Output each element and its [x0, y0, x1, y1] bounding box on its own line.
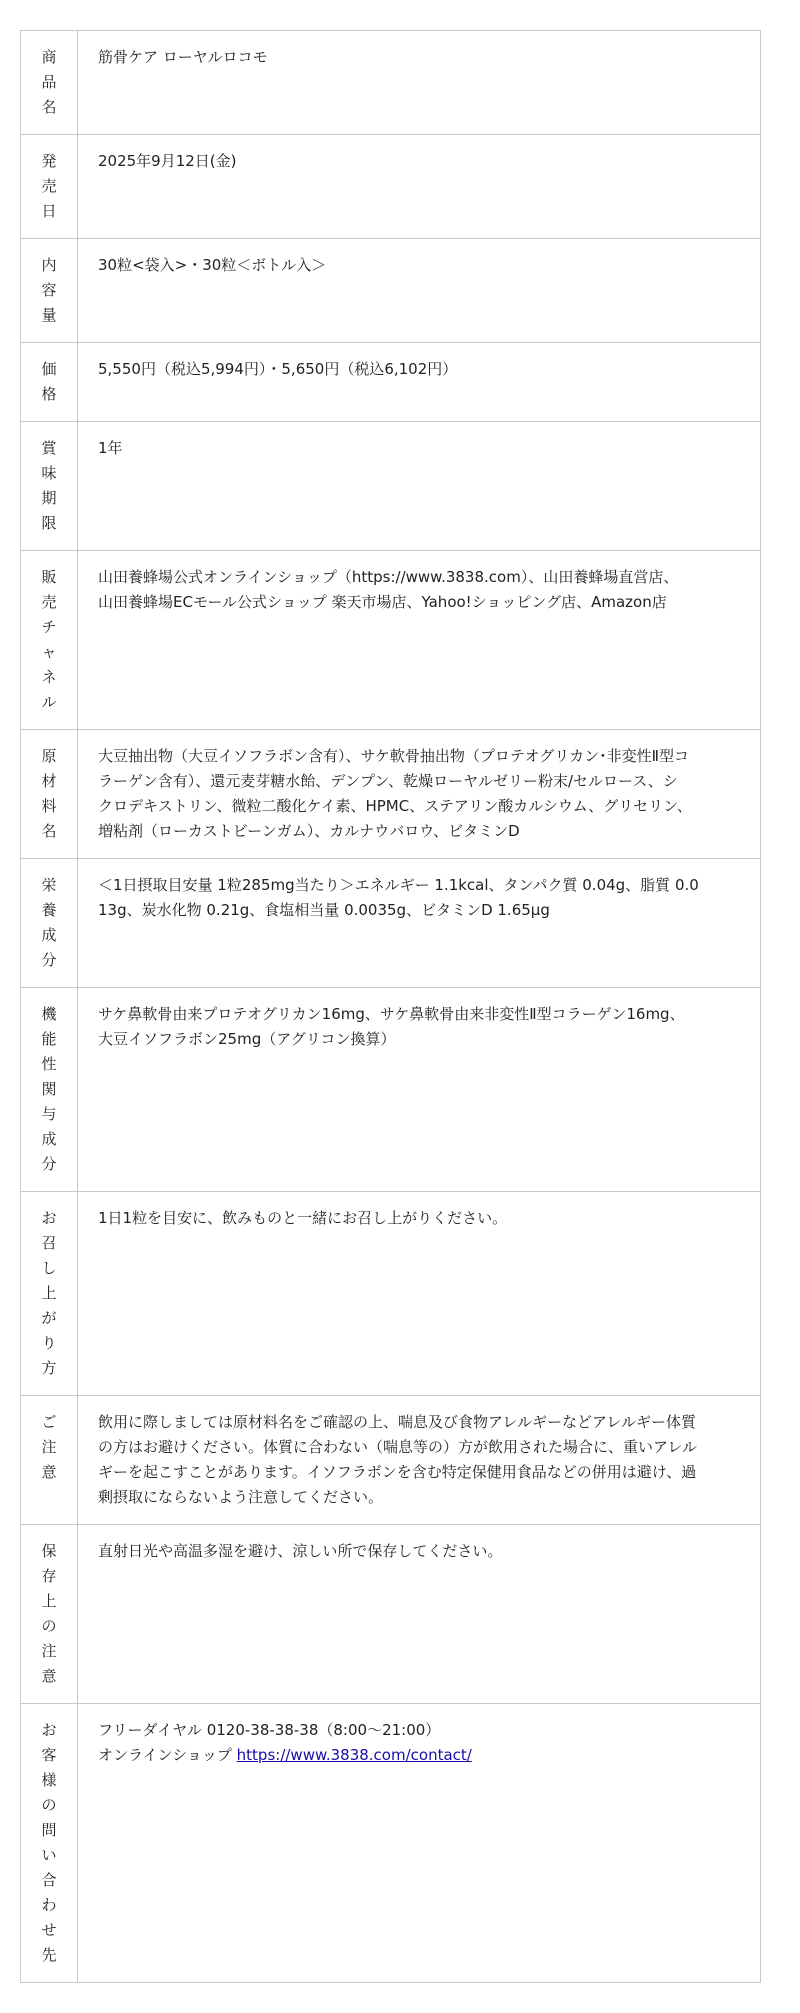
row-value — [78, 551, 761, 730]
table-row — [21, 1396, 761, 1525]
label-char: せ — [41, 1921, 57, 1939]
row-label — [21, 730, 78, 859]
row-value — [78, 1192, 761, 1396]
row-label — [21, 1396, 78, 1525]
label-char: 分 — [41, 951, 57, 969]
label-char: 材 — [41, 772, 57, 790]
table-row — [21, 859, 761, 988]
label-char: お — [41, 1209, 57, 1227]
label-char: 量 — [41, 306, 57, 324]
row-label — [21, 31, 78, 135]
label-char: 賞 — [41, 439, 57, 457]
label-char: 限 — [41, 514, 57, 532]
label-char: が — [41, 1309, 57, 1327]
value-line: 筋骨ケア ローヤルロコモ — [98, 48, 268, 66]
label-char: 存 — [41, 1567, 57, 1585]
table-row — [21, 343, 761, 422]
label-char: 意 — [41, 1667, 57, 1685]
label-char: 先 — [41, 1946, 57, 1964]
label-char: 容 — [41, 281, 57, 299]
label-char: 様 — [41, 1771, 57, 1789]
label-char: 性 — [41, 1055, 57, 1073]
label-char: 与 — [41, 1105, 57, 1123]
row-value — [78, 1704, 761, 1983]
label-char: 栄 — [41, 876, 57, 894]
label-char: ネ — [41, 668, 57, 686]
table-row — [21, 730, 761, 859]
label-char: 能 — [41, 1030, 57, 1048]
value-line: 飲用に際しましては原材料名をご確認の上、喘息及び食物アレルギーなどアレルギー体質 — [98, 1413, 697, 1431]
label-char: 味 — [41, 464, 57, 482]
label-char: 機 — [41, 1005, 57, 1023]
label-char: 日 — [41, 202, 57, 220]
row-label — [21, 1704, 78, 1983]
row-label — [21, 422, 78, 551]
label-char: 上 — [41, 1592, 57, 1610]
value-line — [98, 1743, 740, 1768]
table-row — [21, 1525, 761, 1704]
table-row — [21, 422, 761, 551]
row-label — [21, 239, 78, 343]
row-label — [21, 135, 78, 239]
row-label — [21, 343, 78, 422]
label-char: の — [41, 1796, 57, 1814]
row-label — [21, 1192, 78, 1396]
label-char: 注 — [41, 1438, 57, 1456]
label-char: わ — [41, 1896, 57, 1914]
value-line: 5,550円（税込5,994円）・5,650円（税込6,102円） — [98, 360, 458, 378]
value-line: 直射日光や高温多湿を避け、涼しい所で保存してください。 — [98, 1542, 503, 1560]
product-spec-table — [20, 30, 761, 1983]
row-value — [78, 239, 761, 343]
label-char: 上 — [41, 1284, 57, 1302]
label-char: 方 — [41, 1359, 57, 1377]
value-line: 2025年9月12日(金) — [98, 152, 237, 170]
table-row — [21, 239, 761, 343]
label-char: し — [41, 1259, 57, 1277]
label-char: チ — [41, 618, 57, 636]
row-label — [21, 551, 78, 730]
table-row — [21, 988, 761, 1192]
label-char: 販 — [41, 568, 57, 586]
label-char: 価 — [41, 360, 57, 378]
value-line: サケ鼻軟骨由来プロテオグリカン16mg、サケ鼻軟骨由来非変性Ⅱ型コラーゲン16mg、 — [98, 1005, 685, 1023]
label-char: 品 — [41, 73, 57, 91]
table-row — [21, 135, 761, 239]
label-char: ル — [41, 693, 57, 711]
label-char: 料 — [41, 797, 57, 815]
label-char: 合 — [41, 1871, 57, 1889]
row-label — [21, 988, 78, 1192]
label-char: 商 — [41, 48, 57, 66]
row-value — [78, 422, 761, 551]
value-line: ギーを起こすことがあります。イソフラボンを含む特定保健用食品などの併用は避け、過 — [98, 1463, 697, 1481]
row-value — [78, 1525, 761, 1704]
value-line: 大豆抽出物（大豆イソフラボン含有）、サケ軟骨抽出物（プロテオグリカン･非変性Ⅱ型コ — [98, 747, 690, 765]
label-char: 客 — [41, 1746, 57, 1764]
value-line: 1日1粒を目安に、飲みものと一緒にお召し上がりください。 — [98, 1209, 508, 1227]
row-label — [21, 1525, 78, 1704]
label-char: 召 — [41, 1234, 57, 1252]
link-prefix: オンラインショップ — [98, 1746, 237, 1764]
value-line: 30粒<袋入>・30粒＜ボトル入＞ — [98, 256, 327, 274]
label-char: 成 — [41, 926, 57, 944]
row-value — [78, 859, 761, 988]
value-line: 増粘剤（ローカストビーンガム）、カルナウバロウ、ビタミンD — [98, 822, 520, 840]
label-char: の — [41, 1617, 57, 1635]
label-char: い — [41, 1846, 57, 1864]
value-line: 剰摂取にならないよう注意してください。 — [98, 1488, 384, 1506]
label-char: お — [41, 1721, 57, 1739]
label-char: 売 — [41, 177, 57, 195]
value-line: クロデキストリン、微粒二酸化ケイ素、HPMC、ステアリン酸カルシウム、グリセリン、 — [98, 797, 692, 815]
label-char: 名 — [41, 98, 57, 116]
label-char: 原 — [41, 747, 57, 765]
row-value — [78, 31, 761, 135]
row-value — [78, 988, 761, 1192]
row-value — [78, 135, 761, 239]
row-value — [78, 730, 761, 859]
label-char: 問 — [41, 1821, 57, 1839]
table-row — [21, 1192, 761, 1396]
row-label — [21, 859, 78, 988]
label-char: り — [41, 1334, 57, 1352]
label-char: 注 — [41, 1642, 57, 1660]
label-char: 売 — [41, 593, 57, 611]
label-char: 期 — [41, 489, 57, 507]
table-row — [21, 31, 761, 135]
label-char: 保 — [41, 1542, 57, 1560]
value-line: 13g、炭水化物 0.21g、食塩相当量 0.0035g、ビタミンD 1.65μg — [98, 901, 550, 919]
row-value — [78, 1396, 761, 1525]
label-char: 成 — [41, 1130, 57, 1148]
label-char: 分 — [41, 1155, 57, 1173]
label-char: 意 — [41, 1463, 57, 1481]
value-line: フリーダイヤル 0120-38-38-38（8:00〜21:00） — [98, 1721, 441, 1739]
value-line: ＜1日摂取目安量 1粒285mg当たり＞エネルギー 1.1kcal、タンパク質 0.04g、脂質 0.0 — [98, 876, 699, 894]
value-line: ラーゲン含有）、還元麦芽糖水飴、デンプン、乾燥ローヤルゼリー粉末/セルロース、シ — [98, 772, 678, 790]
value-line: の方はお避けください。体質に合わない（喘息等の）方が飲用された場合に、重いアレル — [98, 1438, 698, 1456]
label-char: ャ — [41, 643, 57, 661]
value-line: 山田養蜂場公式オンラインショップ（https://www.3838.com）、山田養蜂場直営店、 — [98, 568, 679, 586]
label-char: ご — [41, 1413, 57, 1431]
table-row — [21, 551, 761, 730]
value-line: 大豆イソフラボン25mg（アグリコン換算） — [98, 1030, 396, 1048]
label-char: 格 — [41, 385, 57, 403]
contact-link[interactable]: https://www.3838.com/contact/ — [236, 1746, 472, 1764]
table-row — [21, 1704, 761, 1983]
label-char: 内 — [41, 256, 57, 274]
value-line: 山田養蜂場ECモール公式ショップ 楽天市場店、Yahoo!ショッピング店、Amazon店 — [98, 593, 667, 611]
row-value — [78, 343, 761, 422]
label-char: 養 — [41, 901, 57, 919]
value-line: 1年 — [98, 439, 123, 457]
label-char: 関 — [41, 1080, 57, 1098]
label-char: 発 — [41, 152, 57, 170]
label-char: 名 — [41, 822, 57, 840]
